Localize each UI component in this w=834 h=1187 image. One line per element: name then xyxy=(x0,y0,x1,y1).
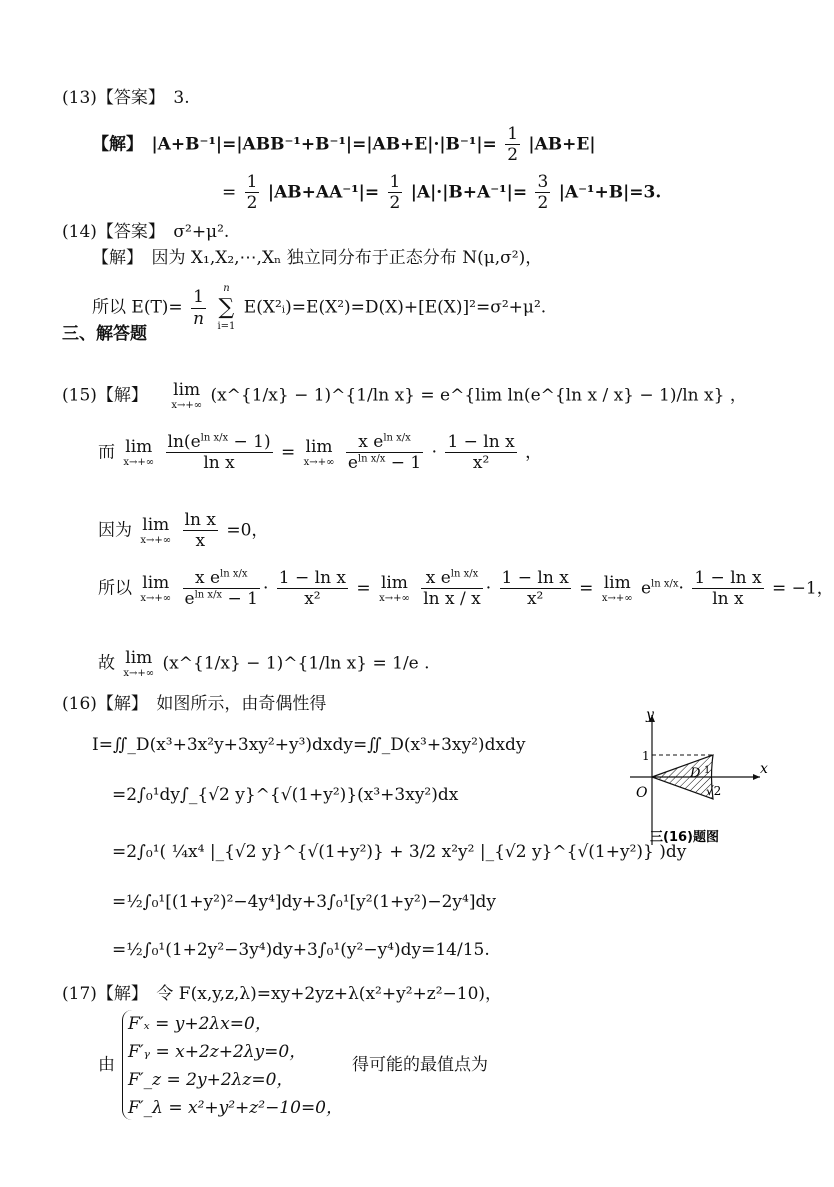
section-heading: 三、解答题 xyxy=(62,324,147,344)
sol-16-line2: I=∬_D(x³+3x²y+3xy²+y³)dxdy=∬_D(x³+3xy²)dxdy xyxy=(92,735,526,755)
sol-14-line2: 所以 E(T)= $\frac{1}{n}$ n ∑ i=1 E(X²ᵢ)=E(X²)=D(X)+[E(X)]²=σ²+μ². xyxy=(92,283,547,333)
sol-15-line1: (15)【解】 lim x→+∞ (x^{1/x} − 1)^{1/ln x} = e^{lim ln(e^{ln x / x} − 1)/ln x} ， xyxy=(62,380,747,412)
y-label: y xyxy=(646,707,654,723)
fraction: $\frac{1}{2}$ xyxy=(507,124,519,166)
sol-15-line4: 所以 lim x→+∞ $\frac{x e^{ln x/x}}{e^{ln x/x} - 1}$ · $\frac{\text{1 − ln x}}{\text{x²}}$ = lim x→+∞ $\frac{x e^{ln x/x}}{\text{ln x / x}}$ · $\frac{\text{1 − ln x}}{\text{x²}}$ = lim x→+∞ $e^{ln x/x}\cdot$ $\frac{\text{1 − ln x}}{\text{ln x}}$ = −1， xyxy=(98,568,834,610)
region-d xyxy=(652,755,713,799)
answer-13: (13)【答案】 3. xyxy=(62,88,190,108)
system-eq-2: F′ᵧ = x+2z+2λy=0， xyxy=(128,1042,307,1062)
you-label: 由 xyxy=(98,1055,115,1075)
x-label: x xyxy=(760,761,768,777)
origin-label: O xyxy=(636,785,648,801)
sol-16-line4: =2∫₀¹( ¼x⁴ |_{√2 y}^{√(1+y²)} + 3/2 x²y² |_{√2 y}^{√(1+y²)} )dy xyxy=(112,842,687,862)
answer-14: (14)【答案】 σ²+μ². xyxy=(62,222,230,242)
sqrt2-label: √2 xyxy=(706,784,722,798)
system-eq-4: F′_λ = x²+y²+z²−10=0， xyxy=(128,1098,343,1118)
figure-caption: 三(16)题图 xyxy=(650,830,719,845)
sol-16-line5: =½∫₀¹[(1+y²)²−4y⁴]dy+3∫₀¹[y²(1+y²)−2y⁴]dy xyxy=(112,892,496,912)
conclusion-text: 得可能的最值点为 xyxy=(352,1055,488,1075)
tick-label-1b: 1 xyxy=(704,765,711,776)
sol-15-line2: 而 lim x→+∞ $\frac{\ln(e^{ln x/x} - 1)}{\text{ln x}}$ = lim x→+∞ $\frac{x e^{ln x/x}}{e^{ln x/x} - 1}$ · $\frac{\text{1 − ln x}}{\text{x²}}$ ， xyxy=(98,432,543,474)
sol-16-line1: (16)【解】 如图所示，由奇偶性得 xyxy=(62,694,327,714)
sol-16-line3: =2∫₀¹dy∫_{√2 y}^{√(1+y²)}(x³+3xy²)dx xyxy=(112,785,459,805)
sol-13-line1: 【解】 |A+B⁻¹|=|ABB⁻¹+B⁻¹|=|AB+E|·|B⁻¹|= $\frac{1}{2}$ |AB+E| xyxy=(92,124,596,166)
system-eq-1: F′ₓ = y+2λx=0， xyxy=(128,1014,272,1034)
sol-15-line3: 因为 lim x→+∞ $\frac{\text{ln x}}{x}$ =0， xyxy=(98,510,269,552)
sol-14-line1: 【解】 因为 X₁,X₂,⋯,Xₙ 独立同分布于正态分布 N(μ,σ²)， xyxy=(92,248,543,268)
region-figure xyxy=(620,705,770,855)
sol-13-line2: = $\frac{1}{2}$ |AB+AA⁻¹|= $\frac{1}{2}$ |A|·|B+A⁻¹|= $\frac{3}{2}$ |A⁻¹+B|=3. xyxy=(222,172,662,214)
system-eq-3: F′_z = 2y+2λz=0， xyxy=(128,1070,294,1090)
region-label: D xyxy=(690,766,701,781)
tick-label-1: 1 xyxy=(642,749,650,763)
sol-15-line5: 故 lim x→+∞ (x^{1/x} − 1)^{1/ln x} = 1/e . xyxy=(98,648,430,680)
sol-17-line1: (17)【解】 令 F(x,y,z,λ)=xy+2yz+λ(x²+y²+z²−10)， xyxy=(62,984,503,1004)
sol-16-line6: =½∫₀¹(1+2y²−3y⁴)dy+3∫₀¹(y²−y⁴)dy=14/15. xyxy=(112,940,490,960)
